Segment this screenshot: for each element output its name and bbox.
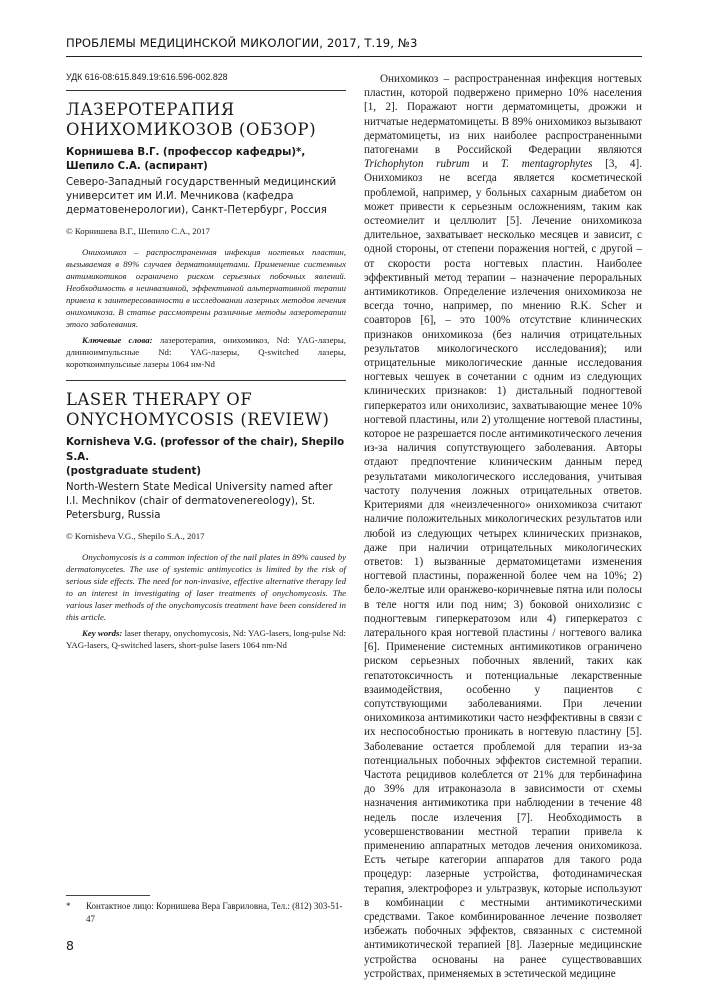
header-rule <box>66 56 642 57</box>
en-copyright: © Kornisheva V.G., Shepilo S.A., 2017 <box>66 531 205 542</box>
udk-code: УДК 616-08:615.849.19:616.596-002.828 <box>66 72 228 82</box>
ru-authors <box>66 146 346 174</box>
right-column <box>364 72 642 981</box>
body-text-and: и <box>469 158 501 171</box>
ru-keywords-text: лазеротерапия, онихомикоз, Nd: YAG-лазеры, длинноимпульсные Nd: YAG-лазеры, Q-switched лазеры, короткоимпульсные лазеры 1064 нм-Nd <box>66 335 347 370</box>
en-keywords <box>66 627 346 651</box>
section-rule <box>66 380 346 381</box>
en-keywords-label: Key words: <box>82 628 123 639</box>
ru-title-line2: ОНИХОМИКОЗОВ (ОБЗОР) <box>66 120 317 139</box>
en-authors-line1: Kornisheva V.G. (professor of the chair), Shepilo S.A. <box>66 437 345 463</box>
ru-abstract: Онихомикоз – распространенная инфекция ногтевых пластин, вызываемая в 89% случаев дерматомицетами. Применение системных антимикотиков ограничено риском серьезных побочных явлений. Необходимость в неинвазивной, эффективной альтернативной терапии привела к заинтересованности в исследовании лазерных методов лечения онихомикоза. В статье рассмотрены различные методы лазеротерапии этого заболевания. <box>66 247 346 330</box>
footnote-rule <box>66 895 150 896</box>
body-paragraph <box>364 72 642 981</box>
en-abstract: Onychomycosis is a common infection of the nail plates in 89% caused by dermatomycetes. The use of systemic antimycotics is limited by the risk of serious side effects. The need for non-invasive, effective alternative therapy led to an interest in investigating of laser treatments of onychomycosis. The various laser methods of the onychomycosis treatment have been considered in this article. <box>66 552 346 623</box>
ru-authors-line1: Корнишева В.Г. (профессор кафедры)*, <box>66 147 306 158</box>
en-authors <box>66 436 346 479</box>
udk-rule <box>66 90 346 91</box>
ru-title <box>66 100 346 140</box>
species-name: T. mentagrophytes <box>500 158 593 171</box>
body-text-b: [3, 4]. Онихомикоз не всегда является косметической проблемой, например, у больных сахарным диабетом он может привести к серьезным осложнениям, таким как остеомиелит и целлюлит [5]. Лечение онихомикоза длительное, захватывает несколько месяцев и зависит, с одной стороны, от степени поражения ногтей, с другой – от скорости роста ногтевых пластин. Наиболее эффективный метод терапии – назначение пероральных антимикотиков. Определение излечения онихомикоза не всегда точно, например, по мнению R.K. Scher и соавторов [6], – это 100% отсутствие клинических признаков онихомикоза (без наличия отрицательных результатов микологического исследования); или отрицательные микологические данные исследования ногтевых чешуек в сочетании с одним из следующих клинических признаков: 1) дистальный подногтевой гиперкератоз или онихолизис, захватывающие менее 10% ногтевой пластины, или 2) утолщение ногтевой пластины, которое не разрешается после антимикотического лечения из-за наличия сопутствующего заболевания. Авторы отдают предпочтение клиническим данным перед результатами микологического исследования, учитывая частоту получения ложных отрицательных ответов. Критериями для «неизлеченного» онихомикоза считают наличие положительных микологических результатов или любой из следующих четырех клинических признаков, даже при наличии отрицательных микологических ответов: 1) вызванные дерматомицетами изменения ногтевой пластины, пораженной более чем на 10%; 2) бело-желтые или оранжево-коричневые пятна или полосы в теле ногтя или под ним; 3) боковой онихолизис с подногтевым гиперкератозом или 4) гиперкератоз с латерального края ногтевой пластины / ногтевого валика [6]. Применение системных антимикотиков ограничено риском серьезных побочных явлений, таких как гепатотоксичность и потенциальные лекарственные взаимодействия, особенно у пациентов с сопутствующими заболеваниями. При лечении онихомикоза антимикотики часто неэффективны в связи с их неспособностью проникать в ногтевую пластину [5]. Заболевание остается проблемой для терапии из-за потенциальных побочных эффектов системной терапии. Частота рецидивов колеблется от 21% для тербинафина до 39% для итраконазола в зависимости от схемы назначения антимикотика при наблюдении в течение 48 недель после излечения [7]. Необходимость в усовершенствовании местной терапии привела к применению аппаратных методов лечения онихомикоза. Есть четыре категории аппаратов для такого рода процедур: лазерные устройства, фотодинамическая терапия, электрофорез и ультразвук, которые используют в комбинации с местными антимикотическими средствами. Такое комбинированное лечение позволяет избежать побочных эффектов, связанных с системной антимикотической терапией [8]. Лазерные медицинские устройства основаны на ранее существовавших устройствах, применяемых в эстетической медицине <box>364 158 642 980</box>
ru-copyright: © Корнишева В.Г., Шепило С.А., 2017 <box>66 226 210 237</box>
ru-title-line1: ЛАЗЕРОТЕРАПИЯ <box>66 100 235 119</box>
ru-keywords-label: Ключевые слова: <box>82 335 153 346</box>
en-authors-line2: (postgraduate student) <box>66 465 201 477</box>
ru-authors-line2: Шепило С.А. (аспирант) <box>66 161 208 173</box>
en-title <box>66 390 346 430</box>
en-affiliation: North-Western State Medical University named after I.I. Mechnikov (chair of dermatovenereology), St. Petersburg, Russia <box>66 482 333 522</box>
footnote-marker: * <box>66 901 71 911</box>
en-keywords-text: laser therapy, onychomycosis, Nd: YAG-lasers, long-pulse Nd: YAG-lasers, Q-switched lasers, short-pulse lasers 1064 nm-Nd <box>66 628 346 651</box>
page-number: 8 <box>66 938 74 953</box>
ru-affiliation: Северо-Западный государственный медицинский университет им И.И. Мечникова (кафедра дерматовенерологии), Санкт-Петербург, Россия <box>66 177 337 217</box>
footnote <box>66 900 346 925</box>
species-name: Trichophyton rubrum <box>364 158 470 171</box>
en-title-line2: ONYCHOMYCOSIS (REVIEW) <box>66 410 330 430</box>
footnote-text: Контактное лицо: Корнишева Вера Гавриловна, Тел.: (812) 303-51-47 <box>86 901 343 924</box>
body-text-a: Онихомикоз – распространенная инфекция ногтевых пластин, которой подвержено примерно 10% населения [1, 2]. Поражают ногти дерматомицеты, дрожжи и нитчатые недерматомицеты. В 89% онихомикоз вызывают дерматомицеты, из них наиболее распространенными патогенами в Российской Федерации являются <box>364 73 642 157</box>
ru-keywords <box>66 334 346 370</box>
en-title-line1: LASER THERAPY OF <box>66 390 253 410</box>
left-column <box>66 70 346 651</box>
running-head: ПРОБЛЕМЫ МЕДИЦИНСКОЙ МИКОЛОГИИ, 2017, Т.19, №3 <box>66 36 418 50</box>
